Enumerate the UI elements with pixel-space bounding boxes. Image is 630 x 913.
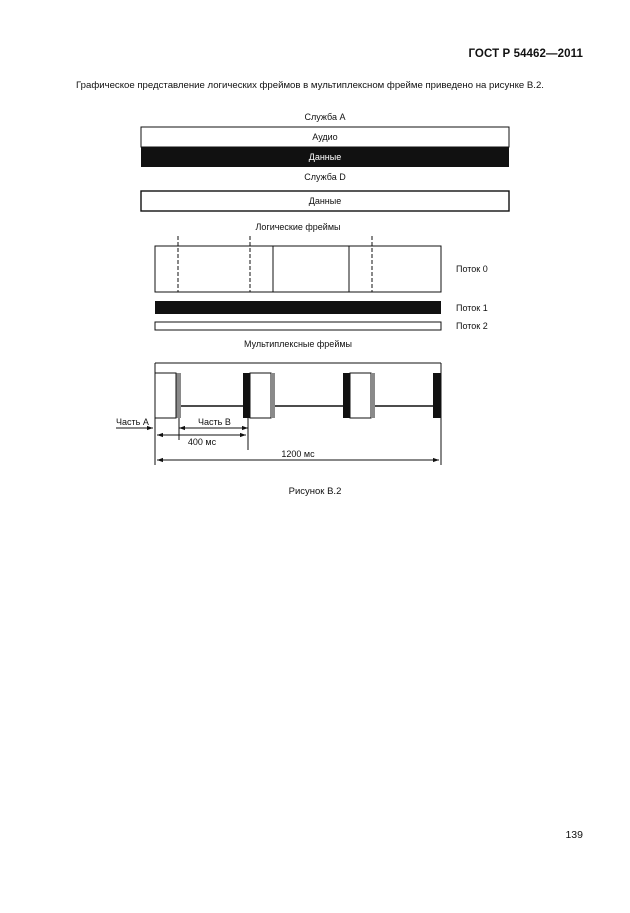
intro-paragraph: Графическое представление логических фреймов в мультиплексном фрейме приведено на рисунке В.2. [76, 80, 544, 91]
multiplex-block-shadow [176, 373, 181, 418]
multiplex-block-black [433, 373, 441, 418]
stream-2-label: Поток 2 [456, 321, 488, 331]
dimension-1200-label: 1200 мс [281, 449, 315, 459]
multiplex-block [250, 373, 271, 418]
multiplex-block [155, 373, 176, 418]
stream-1-frame [155, 301, 441, 314]
stream-2-frame [155, 322, 441, 330]
page-number: 139 [565, 829, 583, 841]
multiplex-block-shadow [371, 373, 375, 418]
multiplex-block-shadow [271, 373, 275, 418]
multiplex-block [350, 373, 371, 418]
dimension-400-label: 400 мс [187, 437, 217, 447]
stream-1-label: Поток 1 [456, 303, 488, 313]
multiplex-block-black [243, 373, 250, 418]
service-a-data-label: Данные [308, 152, 342, 162]
service-a-title: Служба A [304, 112, 346, 122]
multiplex-frames-title: Мультиплексные фреймы [244, 339, 352, 349]
part-b-label: Часть B [198, 417, 231, 427]
logical-frames-title: Логические фреймы [255, 222, 341, 232]
service-d-title: Служба D [304, 172, 346, 182]
stream-0-label: Поток 0 [456, 264, 488, 274]
service-d-data-label: Данные [308, 196, 342, 206]
stream-0-frame [155, 246, 441, 292]
part-a-label: Часть A [116, 417, 149, 427]
document-header: ГОСТ Р 54462—2011 [468, 48, 583, 60]
service-a-audio-label: Аудио [312, 132, 338, 142]
figure-caption: Рисунок В.2 [288, 486, 342, 497]
multiplex-block-black [343, 373, 350, 418]
